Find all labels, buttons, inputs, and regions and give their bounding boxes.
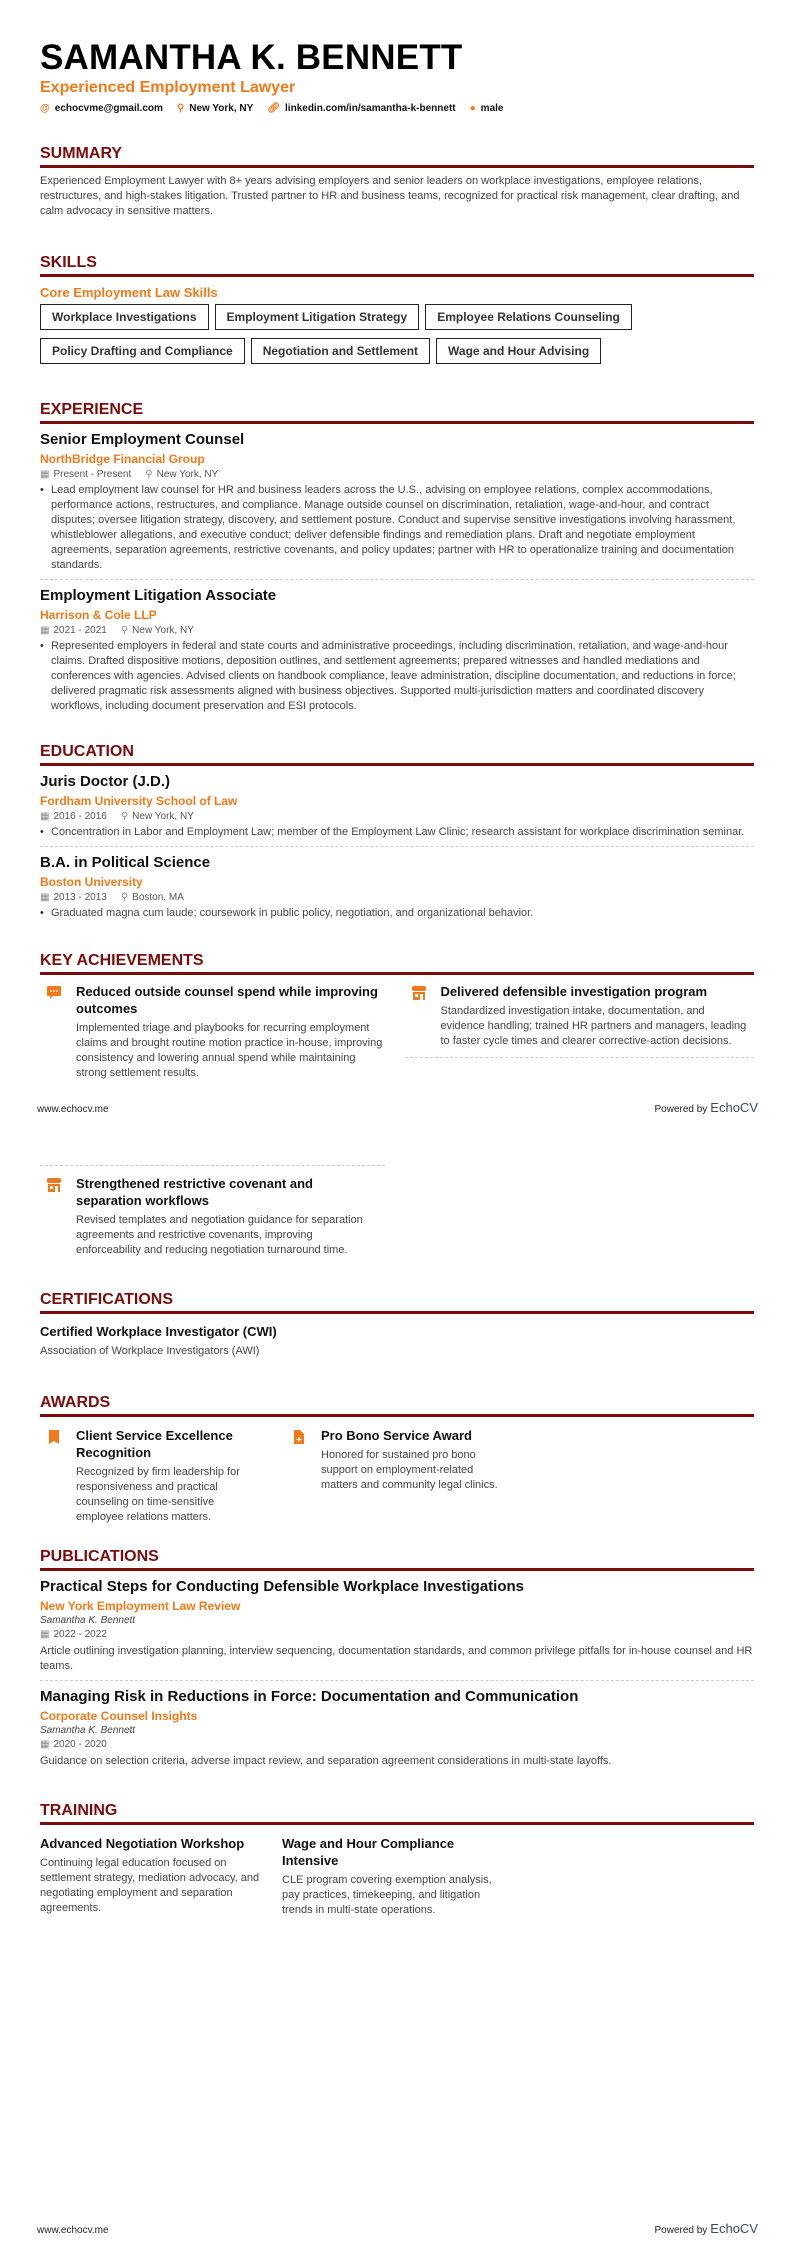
map-pin-icon: ⚲	[120, 892, 129, 903]
education-item: Juris Doctor (J.D.) Fordham University School of Law ▦ 2016 - 2016 ⚲ New York, NY • Concentration in Labor and Employment Law; member of the Employment Law Clinic; research assistant for workplace discrimination seminar.	[40, 766, 754, 846]
link-icon: 🔗︎	[267, 103, 281, 114]
section-heading: TRAINING	[40, 1801, 754, 1825]
contact-location: ⚲ New York, NY	[176, 103, 254, 114]
publications-section	[40, 1547, 754, 1775]
map-pin-icon: ⚲	[145, 469, 153, 480]
bullet: • Lead employment law counsel for HR and business leaders across the U.S., advising on employee relations, complex accommodations, performance actions, restructures, and compliance. Manage outside counsel on discrimination, retaliation, wage-and-hour, and contract disputes; oversee litigation strategy, discovery, and settlement posture. Conduct and supervise sensitive investigations involving harassment, whistleblower allegations, and executive conduct; deliver defensible findings and remediation plans. Draft and negotiate employment agreements, separation agreements, restrictive covenants, and policy updates; partner with HR to operationalize training and documentation standards.	[40, 483, 754, 573]
training-item: Wage and Hour Compliance Intensive CLE program covering exemption analysis, pay practices, timekeeping, and litigation trends in multi-state operations.	[282, 1836, 492, 1916]
bullet: • Concentration in Labor and Employment Law; member of the Employment Law Clinic; research assistant for workplace discrimination seminar.	[40, 825, 754, 840]
publication-item: Practical Steps for Conducting Defensible Workplace Investigations New York Employment Law Review Samantha K. Bennett ▦ 2022 - 2022 Article outlining investigation planning, interview sequencing, documentation standards, and common privilege pitfalls for in-house counsel and HR teams.	[40, 1578, 753, 1672]
bullet: • Represented employers in federal and state courts and administrative proceedings, including discrimination, retaliation, and wage-and-hour claims. Drafted dispositive motions, deposition outlines, and settlement agreements; prepared witnesses and handled mediations and conferences with agencies. Advised clients on handbook compliance, leave administration, discipline documentation, and reductions in force; delivered pragmatic risk assessments aligned with business objectives. Supported multi-jurisdiction matters and coordinated discovery workflows, including document preservation and ESI protocols.	[40, 639, 754, 714]
experience-item	[40, 579, 754, 720]
section-heading: SKILLS	[40, 253, 754, 277]
contact-row	[40, 103, 754, 114]
skill-chip: Employee Relations Counseling	[425, 304, 632, 330]
brand-logo[interactable]: EchoCV	[710, 2221, 758, 2236]
contact-email[interactable]: @ echocvme@gmail.com	[40, 103, 163, 114]
training-section	[40, 1801, 754, 1918]
brand-logo[interactable]: EchoCV	[710, 1100, 758, 1115]
calendar-icon: ▦	[40, 892, 50, 903]
skill-chips	[40, 304, 660, 364]
location: New York, NY	[132, 625, 194, 636]
skill-chip: Employment Litigation Strategy	[215, 304, 420, 330]
skill-chip: Policy Drafting and Compliance	[40, 338, 245, 364]
section-heading: EDUCATION	[40, 742, 754, 766]
resume-page-2	[0, 1125, 794, 2246]
certification-issuer: Association of Workplace Investigators (AWI)	[40, 1345, 260, 1357]
job-title: Employment Litigation Associate	[40, 587, 277, 604]
contact-linkedin[interactable]: 🔗︎ linkedin.com/in/samantha-k-bennett	[267, 103, 456, 114]
training-item: Advanced Negotiation Workshop Continuing legal education focused on settlement strategy, mediation advocacy, and negotiating employment and separation agreements.	[40, 1836, 260, 1914]
section-heading: KEY ACHIEVEMENTS	[40, 951, 754, 975]
section-heading: AWARDS	[40, 1393, 754, 1417]
achievement-item: Delivered defensible investigation program Standardized investigation intake, documentation, and evidence handling; trained HR partners and managers, leading to faster cycle times and clearer corrective-action decisions.	[405, 983, 755, 1057]
calendar-icon: ▦	[40, 625, 50, 636]
certifications-section	[40, 1290, 754, 1359]
achievement-item: Strengthened restrictive covenant and separation workflows Revised templates and negotiation guidance for separation agreements and restrictive covenants, improving enforceability and reducing negotiation turnaround time.	[40, 1175, 385, 1266]
contact-gender: ● male	[469, 103, 504, 114]
school: Boston University	[40, 875, 143, 889]
bullet: • Graduated magna cum laude; coursework in public policy, negotiation, and organizational behavior.	[40, 906, 754, 921]
experience-item	[40, 424, 754, 579]
section-heading: EXPERIENCE	[40, 400, 754, 424]
achievements-section	[40, 951, 754, 1089]
store-icon	[46, 1177, 62, 1193]
bookmark-icon	[46, 1429, 62, 1445]
certification-title: Certified Workplace Investigator (CWI)	[40, 1324, 277, 1339]
footer-site-link[interactable]: www.echocv.me	[37, 1104, 109, 1115]
company: NorthBridge Financial Group	[40, 452, 205, 466]
map-pin-icon: ⚲	[176, 103, 185, 114]
candidate-title: Experienced Employment Lawyer	[40, 79, 296, 96]
education-section	[40, 742, 754, 927]
page-footer	[37, 1100, 758, 1115]
dates: 2021 - 2021	[53, 625, 107, 636]
skills-section	[40, 253, 754, 364]
degree: Juris Doctor (J.D.)	[40, 773, 171, 790]
footer-site-link[interactable]: www.echocv.me	[37, 2225, 109, 2236]
map-pin-icon: ⚲	[120, 811, 129, 822]
publication-item: Managing Risk in Reductions in Force: Documentation and Communication Corporate Counsel Insights Samantha K. Bennett ▦ 2020 - 2020 Guidance on selection criteria, adverse impact review, and separation agreement considerations in multi-state layoffs.	[40, 1680, 754, 1775]
degree: B.A. in Political Science	[40, 854, 211, 871]
section-heading: SUMMARY	[40, 144, 754, 168]
chat-bubble-icon	[46, 985, 62, 1001]
summary-section	[40, 144, 754, 219]
page-footer	[37, 2221, 758, 2236]
document-plus-icon	[291, 1429, 307, 1445]
awards-section	[40, 1393, 754, 1533]
calendar-icon: ▦	[40, 1739, 50, 1750]
award-item: Pro Bono Service Award Honored for sustained pro bono support on employment-related matters and community legal clinics.	[285, 1427, 515, 1533]
calendar-icon: ▦	[40, 1629, 50, 1640]
candidate-name: SAMANTHA K. BENNETT	[40, 38, 463, 77]
map-pin-icon: ⚲	[120, 625, 129, 636]
store-icon	[411, 985, 427, 1001]
calendar-icon: ▦	[40, 469, 50, 480]
experience-section	[40, 400, 754, 720]
skill-chip: Workplace Investigations	[40, 304, 209, 330]
section-heading: CERTIFICATIONS	[40, 1290, 754, 1314]
school: Fordham University School of Law	[40, 794, 238, 808]
skill-chip: Negotiation and Settlement	[251, 338, 430, 364]
section-heading: PUBLICATIONS	[40, 1547, 754, 1571]
powered-by: Powered by EchoCV	[654, 1100, 758, 1115]
skill-chip: Wage and Hour Advising	[436, 338, 601, 364]
person-icon: ●	[469, 103, 476, 114]
summary-text: Experienced Employment Lawyer with 8+ years advising employers and senior leaders on workplace investigations, employee relations, restructures, and high-stakes litigation. Trusted partner to HR and business teams, recognized for practical risk management, clear drafting, and calm advocacy in sensitive matters.	[40, 175, 740, 217]
at-icon: @	[40, 103, 50, 114]
dates: Present - Present	[53, 469, 132, 480]
award-item: Client Service Excellence Recognition Recognized by firm leadership for responsiveness and practical counseling on time-sensitive employee relations matters.	[40, 1427, 270, 1533]
education-item: B.A. in Political Science Boston University ▦ 2013 - 2013 ⚲ Boston, MA • Graduated magna cum laude; coursework in public policy, negotiation, and organizational behavior.	[40, 846, 754, 927]
calendar-icon: ▦	[40, 811, 50, 822]
achievement-item: Reduced outside counsel spend while improving outcomes Implemented triage and playbooks for recurring employment claims and brought routine motion practice in-house, improving consistency and lowering annual spend while maintaining strong settlement results.	[40, 983, 390, 1089]
location: New York, NY	[156, 469, 219, 480]
company: Harrison & Cole LLP	[40, 608, 157, 622]
powered-by: Powered by EchoCV	[654, 2221, 758, 2236]
job-title: Senior Employment Counsel	[40, 431, 245, 448]
skill-group-title: Core Employment Law Skills	[40, 285, 218, 300]
